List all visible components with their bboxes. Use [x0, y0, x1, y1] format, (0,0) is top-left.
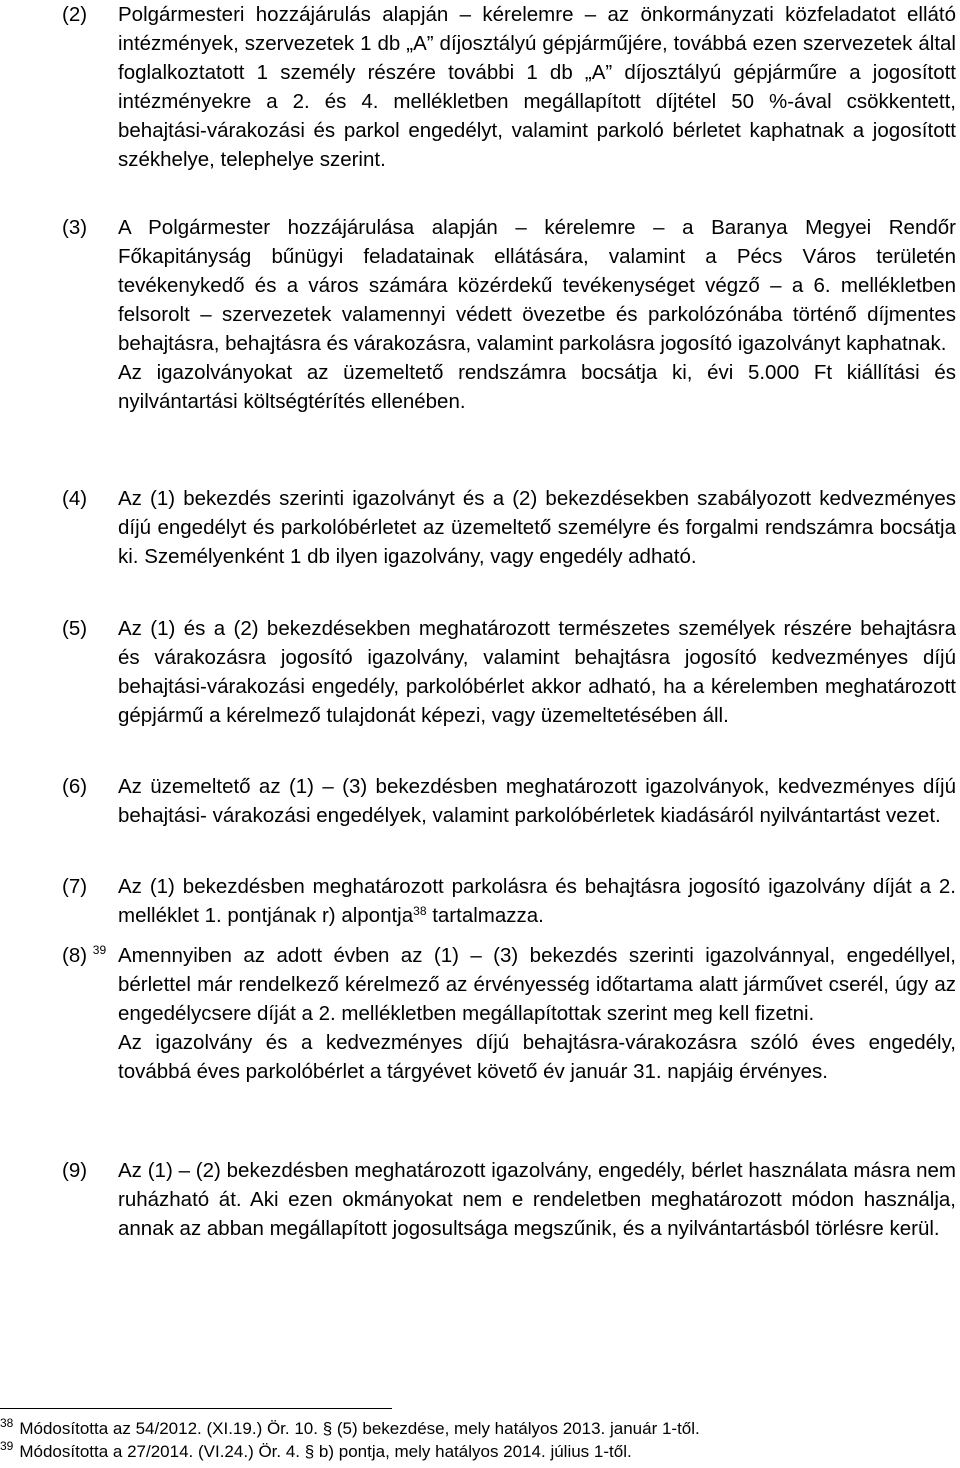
paragraph-7: [62, 872, 956, 933]
paragraph-text: A Polgármester hozzájárulása alapján – kérelemre – a Baranya Megyei Rendőr Főkapitányság bűnügyi feladatainak ellátására, valamint a Pécs Város területén tevékenykedő és a város számára közérdekű tevékenységet végző – a 6. mellékletben felsorolt – szervezetek valamennyi védett övezetbe és parkolózónába történő díjmentes behajtásra, behajtásra és várakozásra, valamint parkolásra jogosító igazolványt kaphatnak.: [118, 216, 956, 355]
footnote-text: Módosította az 54/2012. (XI.19.) Ör. 10. § (5) bekezdése, mely hatályos 2013. január 1-től.: [19, 1419, 700, 1438]
paragraph-text: Az (1) bekezdés szerinti igazolványt és a (2) bekezdésekben szabályozott kedvezményes díjú engedélyt és parkolóbérletet az üzemeltető személyre és forgalmi rendszámra bocsátja ki. Személyenként 1 db ilyen igazolvány, vagy engedély adható.: [118, 487, 956, 568]
paragraph-number: (2): [62, 3, 88, 26]
paragraph-5: [62, 614, 956, 730]
paragraph-8: [62, 941, 956, 1086]
paragraph-3: [62, 213, 956, 416]
paragraph-number: (6): [62, 775, 88, 798]
paragraph-text-continued: Az igazolvány és a kedvezményes díjú behajtásra-várakozásra szóló éves engedély, továbbá éves parkolóbérlet a tárgyévet követő év január 31. napjáig érvényes.: [118, 1031, 956, 1083]
paragraph-number: (9): [62, 1159, 88, 1182]
paragraph-text: [118, 872, 956, 933]
paragraph-text: Amennyiben az adott évben az (1) – (3) bekezdés szerinti igazolvánnyal, engedéllyel, bérlettel már rendelkező kérelmező az érvényesség időtartama alatt járművet cserél, úgy az engedélycsere díját a 2. mellékletben megállapítottak szerint meg kell fizetni.: [118, 944, 956, 1025]
paragraph-9: [62, 1156, 956, 1243]
paragraph-text-end: tartalmazza.: [426, 904, 544, 927]
footnote-number: 38: [0, 1416, 14, 1430]
paragraph-4: [62, 484, 956, 571]
footnote-38: [0, 1416, 700, 1440]
paragraph-text: Az üzemeltető az (1) – (3) bekezdésben meghatározott igazolványok, kedvezményes díjú behajtási- várakozási engedélyek, valamint parkolóbérletek kiadásáról nyilvántartást vezet.: [118, 775, 956, 827]
paragraph-text-main: Az (1) bekezdésben meghatározott parkolásra és behajtásra jogosító igazolvány díját a 2. melléklet 1. pontjának r) alpontja: [118, 875, 956, 927]
paragraph-text: Az (1) – (2) bekezdésben meghatározott igazolvány, engedély, bérlet használata másra nem ruházható át. Aki ezen okmányokat nem e rendeletben meghatározott módon használja, annak az abban megállapított jogosultsága megszűnik, és a nyilvántartásból törlésre kerül.: [118, 1159, 956, 1240]
footnote-divider: [0, 1408, 392, 1409]
footnote-number: 39: [0, 1439, 14, 1453]
footnote-ref-38[interactable]: 38: [413, 904, 427, 918]
footnote-text: Módosította a 27/2014. (VI.24.) Ör. 4. § b) pontja, mely hatályos 2014. július 1-től.: [19, 1442, 632, 1461]
paragraph-text: Az (1) és a (2) bekezdésekben meghatározott természetes személyek részére behajtásra és várakozásra jogosító igazolvány, valamint behajtásra jogosító kedvezményes díjú behajtási-várakozási engedély, parkolóbérlet akkor adható, ha a kérelemben meghatározott gépjármű a kérelmező tulajdonát képezi, vagy üzemeltetésében áll.: [118, 617, 956, 727]
paragraph-number: [62, 941, 106, 973]
paragraph-number: (7): [62, 875, 88, 898]
footnote-39: [0, 1439, 632, 1463]
paragraph-number: (5): [62, 617, 88, 640]
paragraph-2: [62, 0, 956, 174]
paragraph-number: (4): [62, 487, 88, 510]
paragraph-text-continued: Az igazolványokat az üzemeltető rendszámra bocsátja ki, évi 5.000 Ft kiállítási és nyilvántartási költségtérítés ellenében.: [118, 361, 956, 413]
paragraph-text: Polgármesteri hozzájárulás alapján – kérelemre – az önkormányzati közfeladatot ellátó intézmények, szervezetek 1 db „A” díjosztályú gépjárműjére, továbbá ezen szervezetek által foglalkoztatott 1 személy részére további 1 db „A” díjosztályú gépjárműre a jogosított intézményekre a 2. és 4. mellékletben megállapított díjtétel 50 %-ával csökkentett, behajtási-várakozási és parkol engedélyt, valamint parkoló bérletet kaphatnak a jogosított székhelye, telephelye szerint.: [118, 3, 956, 171]
paragraph-number: (3): [62, 216, 88, 239]
footnote-ref-39[interactable]: 39: [92, 943, 107, 957]
paragraph-number-text: (8): [62, 944, 88, 967]
paragraph-6: [62, 772, 956, 830]
